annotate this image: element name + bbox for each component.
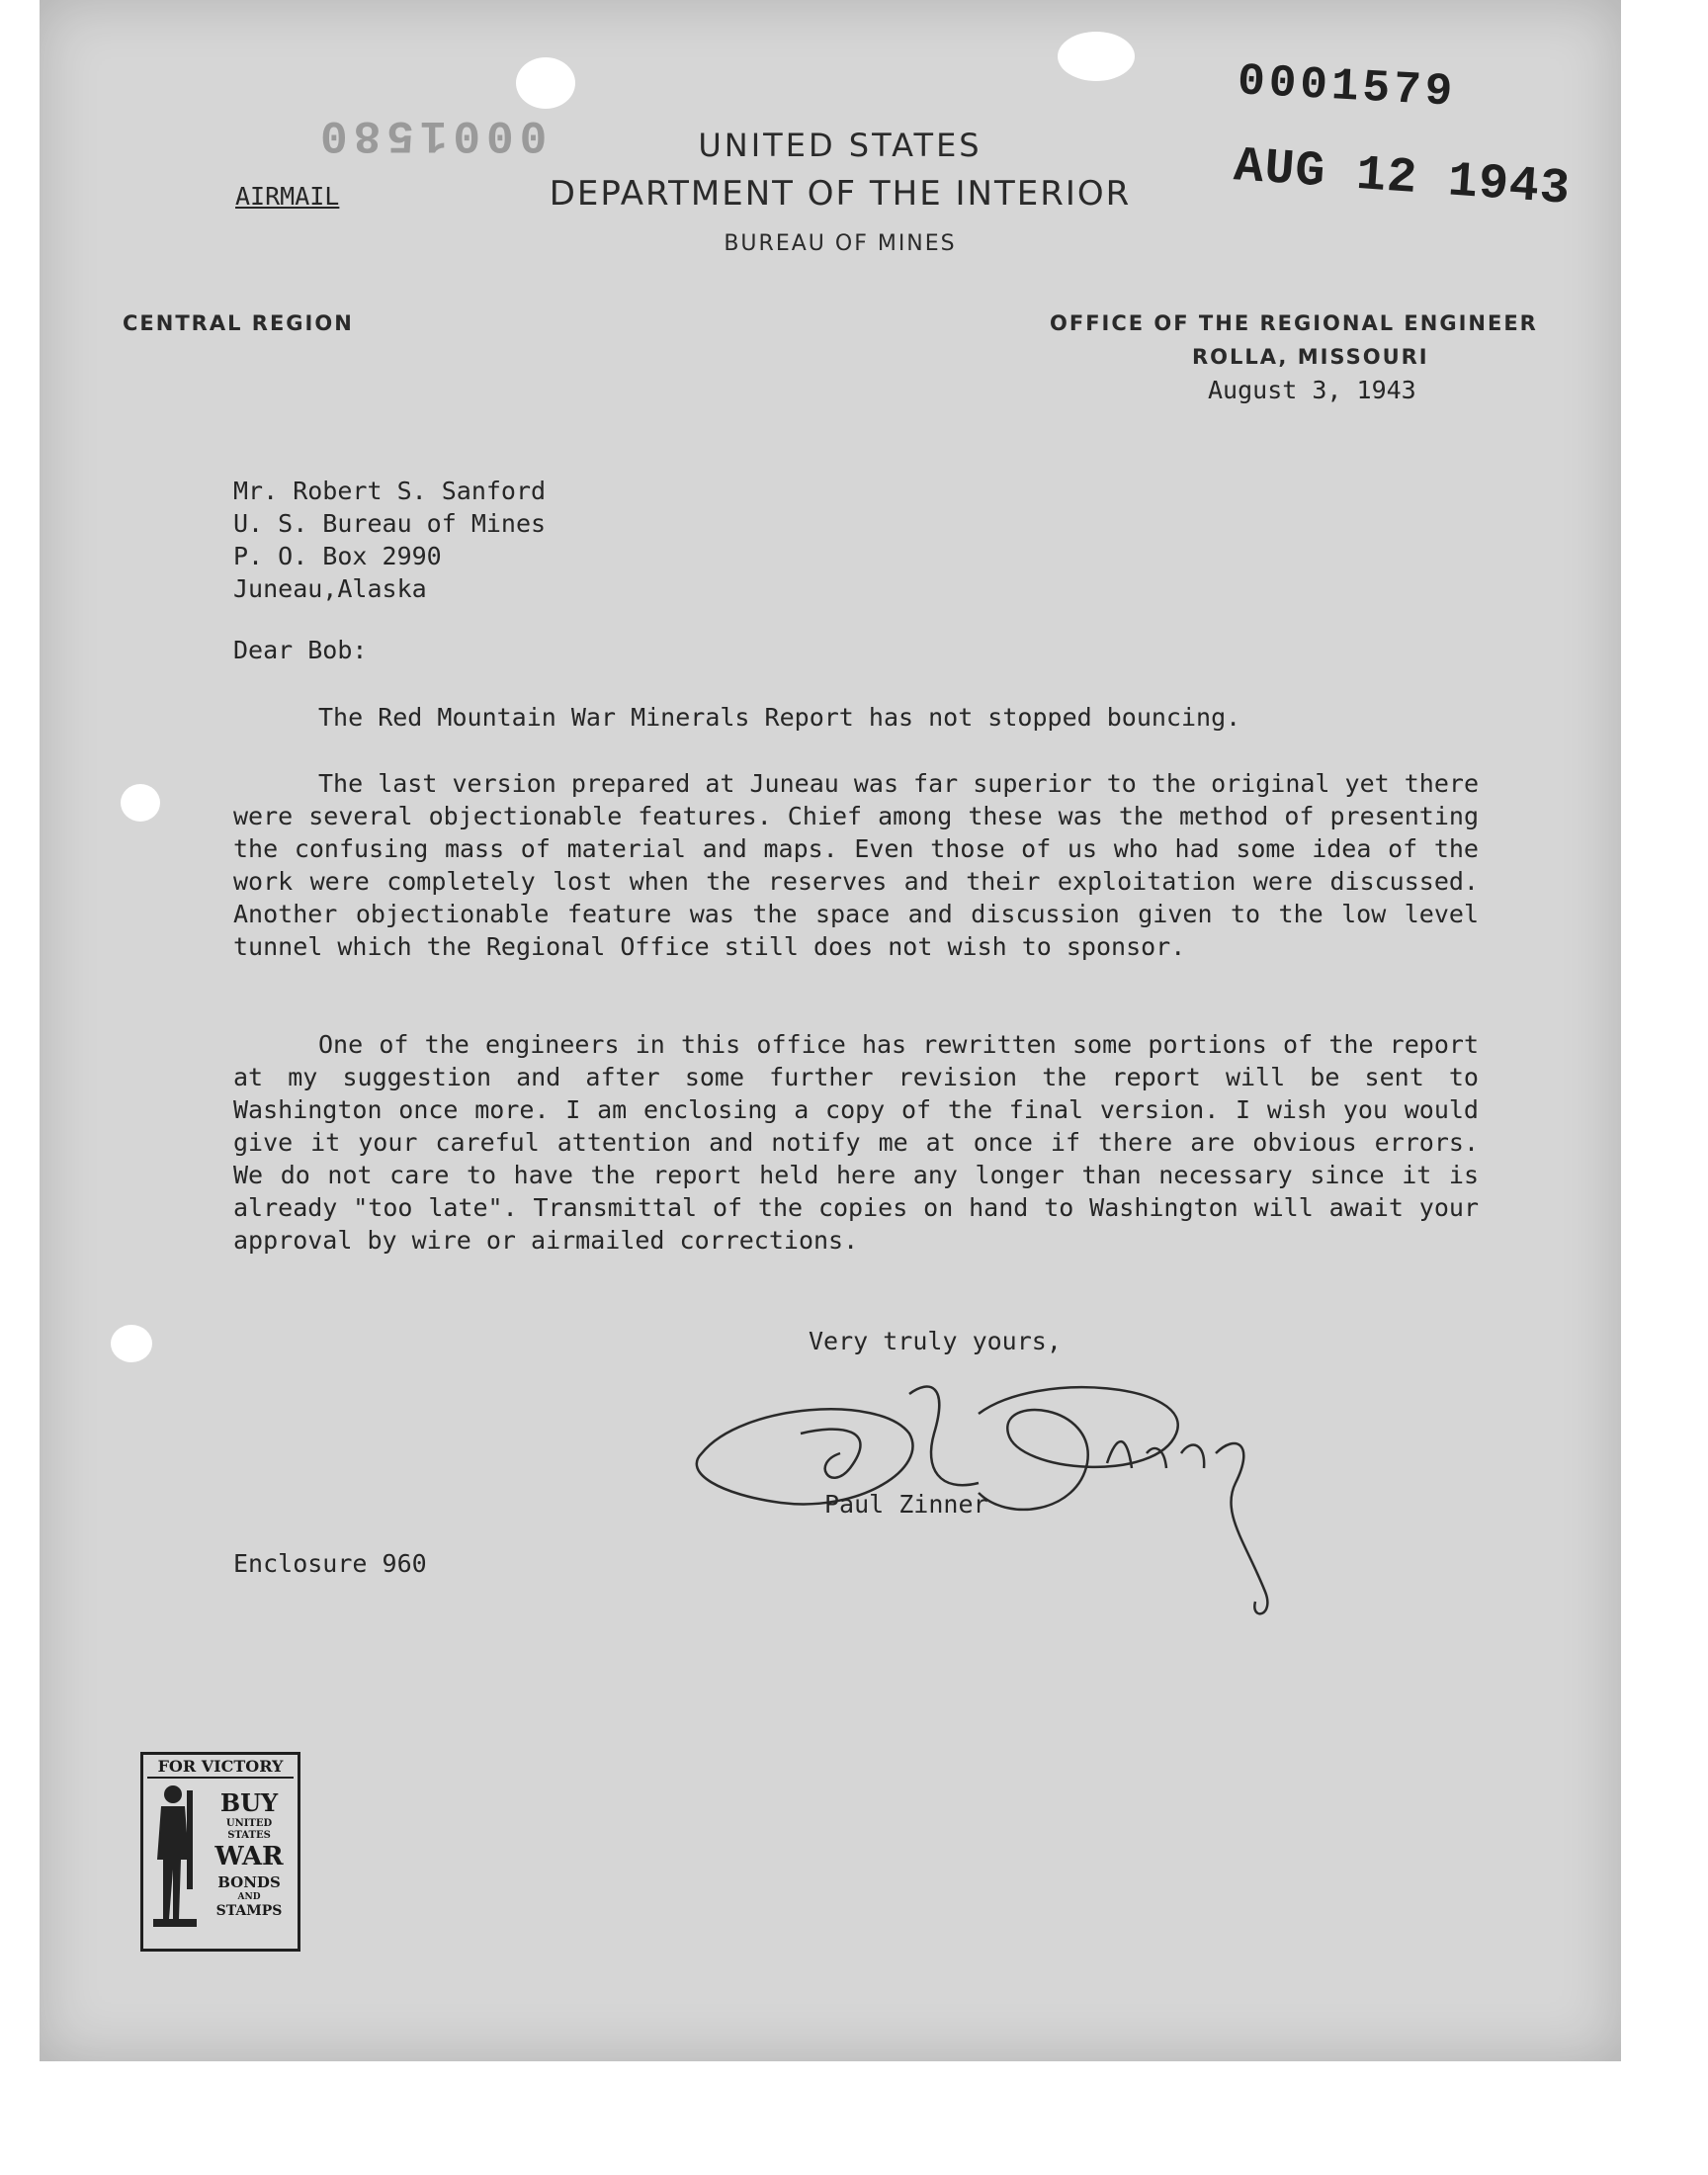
poster-and: AND xyxy=(237,1892,261,1902)
poster-stamps: STAMPS xyxy=(215,1903,283,1919)
faded-file-number-stamp: 0001580 xyxy=(314,109,548,160)
file-number-stamp: 0001579 xyxy=(1236,55,1458,119)
address-line: Mr. Robert S. Sanford xyxy=(233,477,547,505)
letter-date: August 3, 1943 xyxy=(1208,376,1416,404)
closing: Very truly yours, xyxy=(809,1327,1062,1355)
body-paragraph: The last version prepared at Juneau was far superior to the original yet there were several objectionable features. Chief among these was the method of presenting the confusing mass of material and maps. Even those of us who had some idea of the work were completely lost when the reserves and their exploitation were discussed. Another objectionable feature was the space and discussion given to the low level tunnel which the Regional Office still does not wish to sponsor. xyxy=(233,769,1479,961)
body-paragraph: One of the engineers in this office has rewritten some portions of the report at my suggestion and after some further revision the report will be sent to Washington once more. I am enclosing a copy of the final version. I wish you would give it your careful attention and notify me at once if there are obvious errors. We do not care to have the report held here any longer than necessary since it is already "too late". Transmittal of the copies on hand to Washington will await your approval by wire or airmailed corrections. xyxy=(233,1030,1479,1255)
office-label: OFFICE OF THE REGIONAL ENGINEER xyxy=(1050,311,1538,335)
signer-name: Paul Zinner xyxy=(824,1490,988,1519)
letterhead-line-1: UNITED STATES xyxy=(698,127,982,164)
letterhead-line-3: BUREAU OF MINES xyxy=(724,231,957,256)
airmail-label: AIRMAIL xyxy=(235,182,340,211)
enclosure-note: Enclosure 960 xyxy=(233,1549,427,1578)
poster-buy: BUY xyxy=(219,1788,279,1817)
punch-hole xyxy=(1058,32,1135,81)
punch-hole xyxy=(516,57,575,109)
poster-heading: FOR VICTORY xyxy=(147,1757,294,1779)
body-paragraph: The Red Mountain War Minerals Report has not stopped bouncing. xyxy=(318,703,1241,732)
office-location: ROLLA, MISSOURI xyxy=(1192,345,1429,369)
handwritten-signature xyxy=(682,1374,1295,1631)
war-bonds-poster xyxy=(140,1752,300,1952)
region-label: CENTRAL REGION xyxy=(123,311,354,335)
minuteman-figure xyxy=(147,1781,203,1929)
poster-united: UNITED xyxy=(225,1818,273,1829)
poster-states: STATES xyxy=(227,1830,271,1841)
letterhead-line-2: DEPARTMENT OF THE INTERIOR xyxy=(549,174,1132,214)
poster-war: WAR xyxy=(214,1842,284,1871)
punch-hole xyxy=(111,1325,152,1362)
address-line: Juneau,Alaska xyxy=(233,574,427,603)
address-line: U. S. Bureau of Mines xyxy=(233,509,547,538)
address-line: P. O. Box 2990 xyxy=(233,542,442,570)
punch-hole xyxy=(121,784,160,822)
received-date-stamp: AUG 12 1943 xyxy=(1232,138,1573,218)
poster-bonds: BONDS xyxy=(217,1873,281,1891)
salutation: Dear Bob: xyxy=(233,636,368,664)
